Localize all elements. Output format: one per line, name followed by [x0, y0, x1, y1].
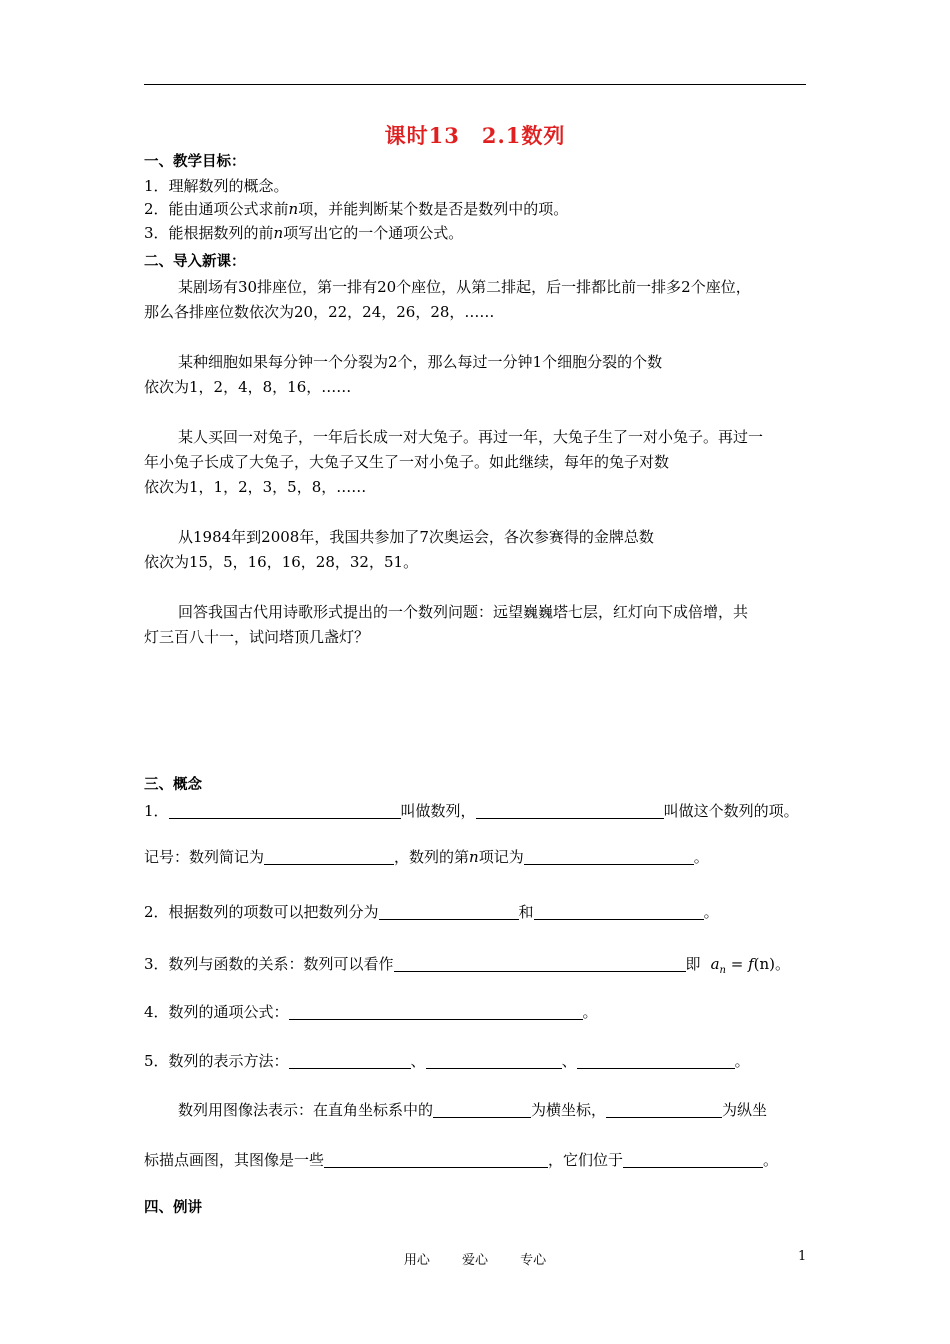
page-footer — [0, 1249, 950, 1268]
intro-theater-1: 某剧场有30排座位，第一排有20个座位，从第二排起，后一排都比前一排多2个座位， — [178, 278, 751, 296]
goal-1: 1．理解数列的概念。 — [144, 177, 289, 195]
intro-cell-1: 某种细胞如果每分钟一个分裂为2个，那么每过一分钟1个细胞分裂的个数 — [178, 353, 663, 371]
concept-classification: 2．根据数列的项数可以把数列分为 和 。 — [144, 903, 719, 921]
blank-graph-location[interactable] — [623, 1151, 763, 1168]
concept-representation: 5．数列的表示方法： 、 、 。 — [144, 1052, 750, 1070]
blank-y-axis[interactable] — [606, 1101, 722, 1118]
intro-rabbit-2: 年小兔子长成了大兔子，大兔子又生了一对小兔子。如此继续，每年的兔子对数 — [144, 453, 670, 471]
blank-rep-3[interactable] — [577, 1052, 735, 1069]
concept-general-formula: 4．数列的通项公式： 。 — [144, 1003, 598, 1021]
blank-definition[interactable] — [169, 802, 401, 819]
blank-term[interactable] — [476, 802, 664, 819]
goal-2: 2．能由通项公式求前n项，并能判断某个数是否是数列中的项。 — [144, 200, 569, 218]
goal-3: 3．能根据数列的前n项写出它的一个通项公式。 — [144, 224, 464, 242]
concept-graph-2: 标描点画图，其图像是一些 ，它们位于 。 — [144, 1151, 779, 1169]
intro-rabbit-3: 依次为1，1，2，3，5，8，…… — [144, 478, 367, 496]
blank-class-2[interactable] — [534, 903, 704, 920]
blank-x-axis[interactable] — [433, 1101, 531, 1118]
blank-nth-term[interactable] — [524, 848, 694, 865]
footer-word-1: 用心 — [403, 1253, 430, 1268]
intro-cell-2: 依次为1，2，4，8，16，…… — [144, 378, 352, 396]
concept-function: 3．数列与函数的关系：数列可以看作 即 $a_n = f(n)$。 — [144, 955, 791, 976]
intro-olympics-1: 从1984年到2008年，我国共参加了7次奥运会，各次参赛得的金牌总数 — [178, 528, 654, 546]
blank-rep-2[interactable] — [426, 1052, 562, 1069]
intro-theater-2: 那么各排座位数依次为20，22，24，26，28，…… — [144, 303, 495, 321]
concept-notation: 记号：数列简记为 ，数列的第n项记为 。 — [144, 848, 709, 866]
blank-function[interactable] — [394, 955, 686, 972]
footer-word-3: 专心 — [520, 1253, 547, 1268]
page-title: 课时13 2.1数列 — [384, 123, 566, 148]
blank-general-formula[interactable] — [289, 1003, 583, 1020]
intro-poem-2: 灯三百八十一，试问塔顶几盏灯？ — [144, 628, 370, 646]
page-number: 1 — [798, 1249, 807, 1264]
intro-poem-1: 回答我国古代用诗歌形式提出的一个数列问题：远望巍巍塔七层，红灯向下成倍增，共 — [178, 603, 749, 621]
blank-rep-1[interactable] — [289, 1052, 411, 1069]
concept-definition: 1． 叫做数列， 叫做这个数列的项。 — [144, 802, 799, 820]
intro-olympics-2: 依次为15，5，16，16，28，32，51。 — [144, 553, 419, 571]
concept-graph-1: 数列用图像法表示：在直角坐标系中的 为横坐标， 为纵坐 — [178, 1101, 768, 1119]
blank-notation[interactable] — [264, 848, 394, 865]
section-intro: 二、导入新课： — [144, 254, 246, 270]
blank-graph-points[interactable] — [324, 1151, 548, 1168]
section-concepts: 三、概念 — [144, 777, 202, 793]
blank-class-1[interactable] — [379, 903, 519, 920]
section-teaching-goals: 一、教学目标： — [144, 154, 246, 170]
header-rule — [144, 84, 806, 85]
section-examples: 四、例讲 — [144, 1200, 202, 1216]
footer-word-2: 爱心 — [461, 1253, 488, 1268]
intro-rabbit-1: 某人买回一对兔子，一年后长成一对大兔子。再过一年，大兔子生了一对小兔子。再过一 — [178, 428, 764, 446]
formula: $a_n = f(n)$ — [710, 955, 775, 976]
